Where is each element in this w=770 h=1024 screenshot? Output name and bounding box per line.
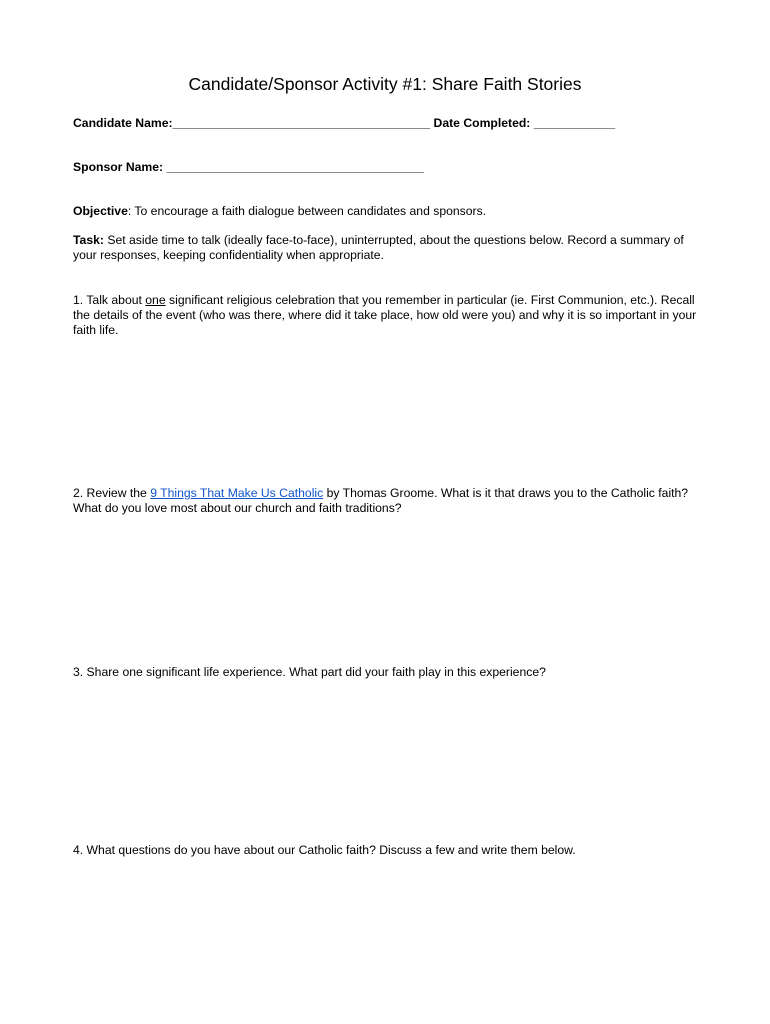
question-1-emphasis: one (145, 293, 166, 307)
question-1 (73, 293, 703, 338)
sponsor-name-label: Sponsor Name: (73, 160, 164, 174)
question-2 (73, 486, 703, 516)
question-2-prefix: 2. Review the (73, 486, 151, 500)
objective-label: Objective (73, 204, 128, 218)
task-text: Set aside time to talk (ideally face-to-face), uninterrupted, about the questions below. Record a summary of your responses, keeping confidentiality when appropriate. (73, 233, 684, 262)
task-paragraph (73, 233, 703, 263)
date-completed-blank: ____________ (533, 116, 616, 130)
date-completed-label: Date Completed: (433, 116, 531, 130)
sponsor-line (73, 160, 424, 174)
objective-paragraph (73, 204, 703, 219)
sponsor-name-blank: ______________________________________ (166, 160, 425, 174)
task-label: Task: (73, 233, 104, 247)
page-title: Candidate/Sponsor Activity #1: Share Faith Stories (188, 74, 582, 94)
candidate-date-line (73, 116, 615, 130)
question-4: 4. What questions do you have about our Catholic faith? Discuss a few and write them below. (73, 843, 576, 857)
question-1-prefix: 1. Talk about (73, 293, 146, 307)
candidate-name-blank: ______________________________________ (172, 116, 431, 130)
objective-text: : To encourage a faith dialogue between candidates and sponsors. (127, 204, 487, 218)
question-2-suffix: by Thomas Groome. What is it that draws you to the Catholic faith? What do you love most about our church and faith traditions? (73, 486, 689, 515)
question-1-suffix: significant religious celebration that you remember in particular (ie. First Communion, etc.). Recall the details of the event (who was there, where did it take place, how old were you) and why it is so important in your faith life. (73, 293, 697, 337)
nine-things-link[interactable]: 9 Things That Make Us Catholic (150, 486, 324, 500)
candidate-name-label: Candidate Name: (73, 116, 173, 130)
question-3: 3. Share one significant life experience. What part did your faith play in this experience? (73, 665, 546, 679)
